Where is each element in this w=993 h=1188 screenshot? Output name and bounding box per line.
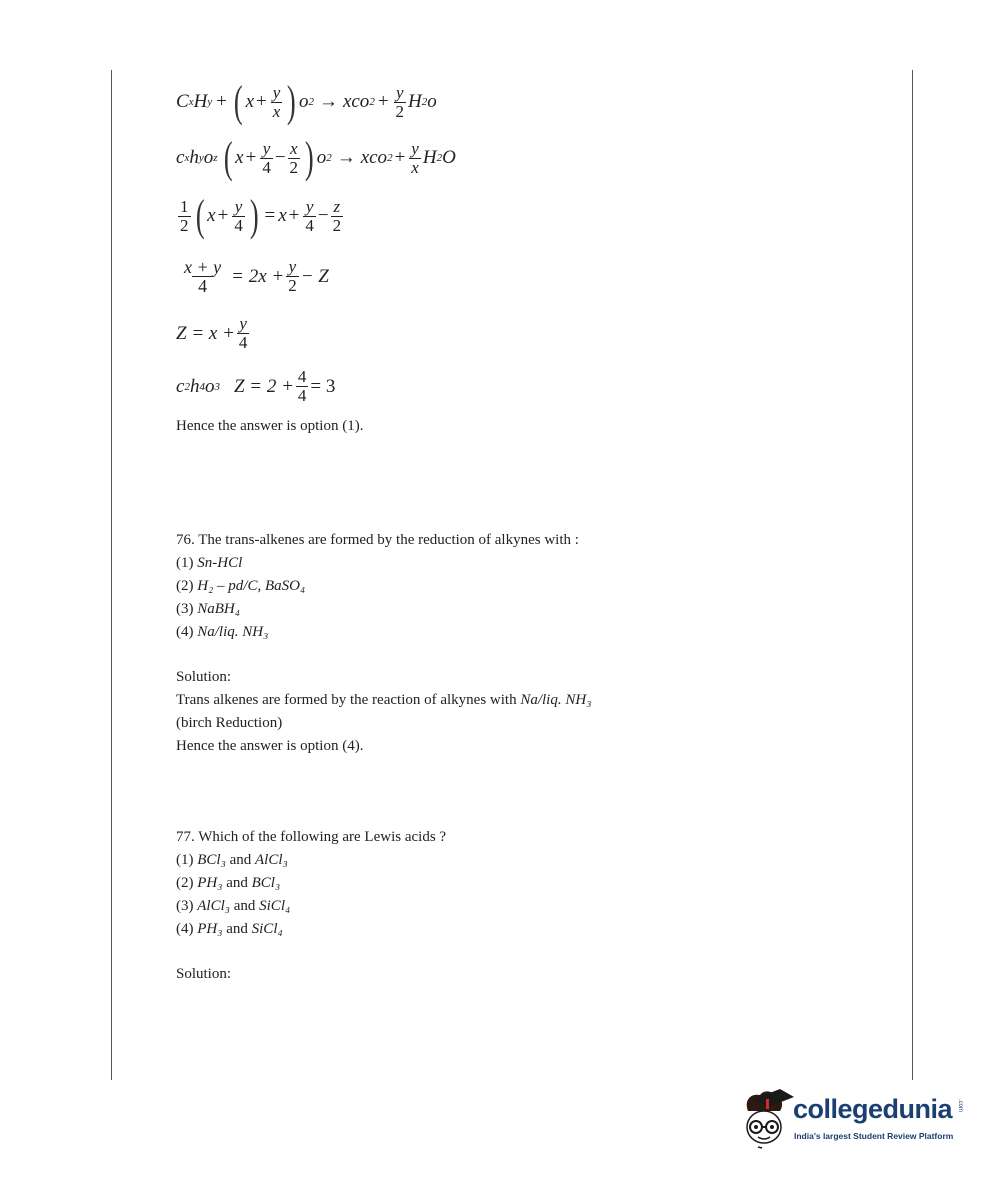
logo-com: .com	[957, 1099, 963, 1113]
equation-4: $\frac{x + y}{4}$ = 2x + $\frac{y}{2}$ − Z	[184, 257, 329, 296]
equation-5: Z = x + $\frac{y}{4}$	[176, 314, 248, 352]
equation-6: c 2 h 4 o 3 Z = 2 + $\frac{4}{4}$ = 3	[176, 367, 336, 405]
equation-3: $\frac{1}{2}$ ( x + $\frac{y}{4}$ ) = x + $\frac{y}{4}$ − $\frac{z}{2}$	[180, 191, 342, 240]
q77-option-2: (2) PH₃ and BCl₃	[176, 875, 281, 891]
logo-wordmark: collegedunia	[793, 1094, 953, 1124]
q76-solution-text-2: (birch Reduction)	[176, 715, 283, 731]
equation-2: c x h y o z ( x + $\frac{y}{4}$ − $\frac{x}{2}$ ) o 2 → xco 2 + $\frac{y}{x}$ H 2 O	[176, 133, 456, 182]
q76-option-3: (3) NaBH₄	[176, 601, 240, 617]
logo-tagline: India's largest Student Review Platform	[794, 1131, 954, 1141]
q77-option-3: (3) AlCl₃ and SiCl₄	[176, 898, 291, 914]
q76-solution-label: Solution:	[176, 669, 232, 685]
page-border-left	[111, 70, 112, 1080]
mascot-icon	[740, 1085, 796, 1155]
q77-option-4: (4) PH₃ and SiCl₄	[176, 921, 283, 937]
q76-option-4: (4) Na/liq. NH₃	[176, 624, 269, 640]
answer-q75: Hence the answer is option (1).	[176, 418, 364, 434]
answer-q76: Hence the answer is option (4).	[176, 738, 364, 754]
q77-solution-label: Solution:	[176, 966, 232, 982]
q76-solution-text: Trans alkenes are formed by the reaction of alkynes with Na/liq. NH₃	[176, 692, 592, 708]
q77-option-1: (1) BCl₃ and AlCl₃	[176, 852, 288, 868]
question-76: 76. The trans-alkenes are formed by the reduction of alkynes with :	[176, 532, 579, 548]
q76-option-2: (2) H₂ – pd/C, BaSO₄	[176, 578, 306, 594]
page-border-right	[912, 70, 913, 1080]
question-77: 77. Which of the following are Lewis acids ?	[176, 829, 447, 845]
q76-option-1: (1) Sn-HCl	[176, 555, 243, 571]
equation-1: C x H y + ( x + $\frac{y}{x}$ ) o 2 → xco 2 + $\frac{y}{2}$ H 2 o	[176, 77, 437, 126]
collegedunia-logo	[740, 1085, 963, 1155]
